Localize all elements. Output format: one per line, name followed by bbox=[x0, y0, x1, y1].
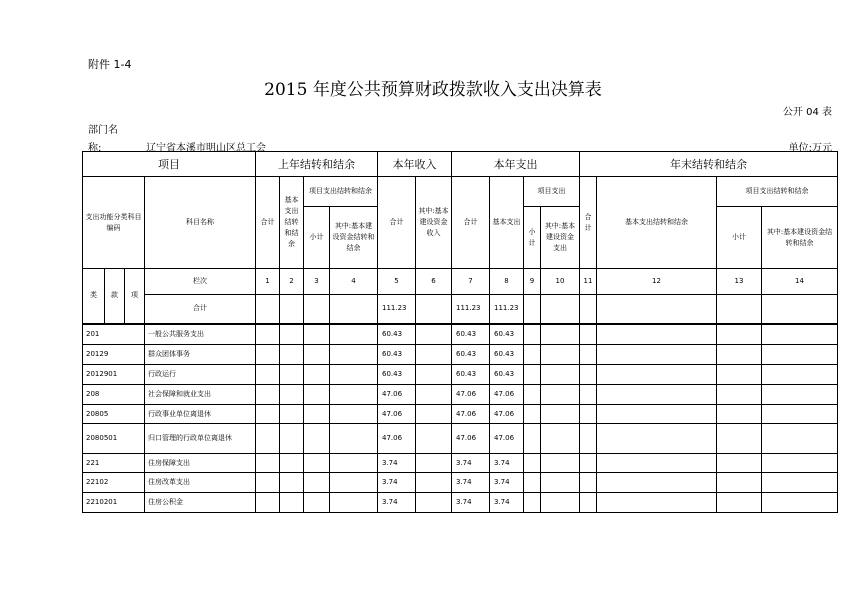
col-header-end-subtotal: 小计 bbox=[717, 207, 762, 269]
row-name: 住房保障支出 bbox=[145, 454, 256, 473]
row-index-6: 6 bbox=[416, 269, 452, 295]
col-header-income: 本年收入 bbox=[378, 152, 452, 177]
row-code: 221 bbox=[83, 454, 145, 473]
total-expense-basic: 111.23 bbox=[490, 295, 524, 324]
attachment-label: 附件 1-4 bbox=[88, 58, 132, 71]
budget-table bbox=[82, 151, 838, 513]
row-index-13: 13 bbox=[717, 269, 762, 295]
row-income-total: 47.06 bbox=[378, 385, 416, 405]
row-index-7: 7 bbox=[452, 269, 490, 295]
col-header-end-project: 项目支出结转和结余 bbox=[717, 177, 838, 207]
table-row bbox=[83, 424, 838, 454]
row-expense-basic: 3.74 bbox=[490, 493, 524, 513]
total-expense: 111.23 bbox=[452, 295, 490, 324]
row-income-total: 60.43 bbox=[378, 345, 416, 365]
row-name: 住房公积金 bbox=[145, 493, 256, 513]
col-header-prev-balance: 上年结转和结余 bbox=[256, 152, 378, 177]
total-income: 111.23 bbox=[378, 295, 416, 324]
col-header-func-code: 支出功能分类科目编码 bbox=[83, 177, 145, 269]
col-header-expense-subtotal: 小计 bbox=[524, 207, 541, 269]
table-row bbox=[83, 365, 838, 385]
col-header-end-balance: 年末结转和结余 bbox=[580, 152, 838, 177]
row-expense-basic: 3.74 bbox=[490, 473, 524, 493]
form-number: 公开 04 表 bbox=[782, 107, 832, 118]
table-row bbox=[83, 405, 838, 424]
row-code: 201 bbox=[83, 324, 145, 345]
row-index-label: 栏次 bbox=[145, 269, 256, 295]
col-header-prev-infra: 其中:基本建设资金结转和结余 bbox=[330, 207, 378, 269]
row-expense-basic: 3.74 bbox=[490, 454, 524, 473]
row-income-total: 47.06 bbox=[378, 405, 416, 424]
row-expense-total: 3.74 bbox=[452, 454, 490, 473]
row-expense-basic: 47.06 bbox=[490, 385, 524, 405]
row-expense-total: 47.06 bbox=[452, 385, 490, 405]
col-header-prev-project: 项目支出结转和结余 bbox=[304, 177, 378, 207]
col-header-subject-name: 科目名称 bbox=[145, 177, 256, 269]
row-index-1: 1 bbox=[256, 269, 280, 295]
row-name: 行政运行 bbox=[145, 365, 256, 385]
row-income-total: 3.74 bbox=[378, 454, 416, 473]
col-header-income-infra: 其中:基本建设资金收入 bbox=[416, 177, 452, 269]
row-expense-basic: 47.06 bbox=[490, 405, 524, 424]
total-row-label: 合计 bbox=[145, 295, 256, 324]
row-code: 208 bbox=[83, 385, 145, 405]
row-expense-basic: 60.43 bbox=[490, 365, 524, 385]
col-header-expense-project: 项目支出 bbox=[524, 177, 580, 207]
row-income-total: 60.43 bbox=[378, 324, 416, 345]
row-index-12: 12 bbox=[597, 269, 717, 295]
row-expense-basic: 60.43 bbox=[490, 345, 524, 365]
col-header-kuan: 款 bbox=[105, 269, 125, 324]
table-row bbox=[83, 345, 838, 365]
col-header-prev-total: 合计 bbox=[256, 177, 280, 269]
row-code: 22102 bbox=[83, 473, 145, 493]
row-index-11: 11 bbox=[580, 269, 597, 295]
row-index-4: 4 bbox=[330, 269, 378, 295]
dept-label-line2: 称: bbox=[88, 143, 102, 154]
table-row bbox=[83, 385, 838, 405]
row-code: 20129 bbox=[83, 345, 145, 365]
col-header-project: 项目 bbox=[83, 152, 256, 177]
table-row bbox=[83, 493, 838, 513]
row-income-total: 60.43 bbox=[378, 365, 416, 385]
col-header-expense: 本年支出 bbox=[452, 152, 580, 177]
row-index-5: 5 bbox=[378, 269, 416, 295]
row-expense-basic: 60.43 bbox=[490, 324, 524, 345]
row-name: 归口管理的行政单位离退休 bbox=[145, 424, 256, 454]
table-row bbox=[83, 324, 838, 345]
row-income-total: 3.74 bbox=[378, 493, 416, 513]
row-name: 社会保障和就业支出 bbox=[145, 385, 256, 405]
col-header-expense-infra: 其中:基本建设资金支出 bbox=[541, 207, 580, 269]
col-header-end-basic: 基本支出结转和结余 bbox=[597, 177, 717, 269]
dept-name: 辽宁省本溪市明山区总工会 bbox=[146, 143, 266, 154]
col-header-end-total: 合计 bbox=[580, 177, 597, 269]
row-code: 2210201 bbox=[83, 493, 145, 513]
col-header-prev-basic: 基本支出结转和结余 bbox=[280, 177, 304, 269]
row-expense-total: 47.06 bbox=[452, 405, 490, 424]
row-expense-total: 3.74 bbox=[452, 473, 490, 493]
table-row bbox=[83, 473, 838, 493]
col-header-prev-subtotal: 小计 bbox=[304, 207, 330, 269]
col-header-xiang: 项 bbox=[125, 269, 145, 324]
row-name: 行政事业单位离退休 bbox=[145, 405, 256, 424]
row-index-9: 9 bbox=[524, 269, 541, 295]
row-name: 一般公共服务支出 bbox=[145, 324, 256, 345]
report-title: 2015 年度公共预算财政拨款收入支出决算表 bbox=[264, 80, 602, 100]
row-income-total: 3.74 bbox=[378, 473, 416, 493]
row-expense-total: 3.74 bbox=[452, 493, 490, 513]
row-code: 2012901 bbox=[83, 365, 145, 385]
table-row bbox=[83, 454, 838, 473]
row-expense-basic: 47.06 bbox=[490, 424, 524, 454]
col-header-expense-total: 合计 bbox=[452, 177, 490, 269]
row-expense-total: 60.43 bbox=[452, 324, 490, 345]
row-code: 2080501 bbox=[83, 424, 145, 454]
row-index-8: 8 bbox=[490, 269, 524, 295]
col-header-income-total: 合计 bbox=[378, 177, 416, 269]
row-index-10: 10 bbox=[541, 269, 580, 295]
col-header-expense-basic: 基本支出 bbox=[490, 177, 524, 269]
unit-label: 单位:万元 bbox=[788, 143, 832, 154]
row-expense-total: 47.06 bbox=[452, 424, 490, 454]
row-code: 20805 bbox=[83, 405, 145, 424]
row-expense-total: 60.43 bbox=[452, 345, 490, 365]
col-header-end-infra: 其中:基本建设资金结转和结余 bbox=[762, 207, 838, 269]
dept-label-line1: 部门名 bbox=[88, 125, 118, 136]
row-index-3: 3 bbox=[304, 269, 330, 295]
row-expense-total: 60.43 bbox=[452, 365, 490, 385]
row-name: 住房改革支出 bbox=[145, 473, 256, 493]
row-index-14: 14 bbox=[762, 269, 838, 295]
row-index-2: 2 bbox=[280, 269, 304, 295]
col-header-lei: 类 bbox=[83, 269, 105, 324]
row-name: 群众团体事务 bbox=[145, 345, 256, 365]
row-income-total: 47.06 bbox=[378, 424, 416, 454]
